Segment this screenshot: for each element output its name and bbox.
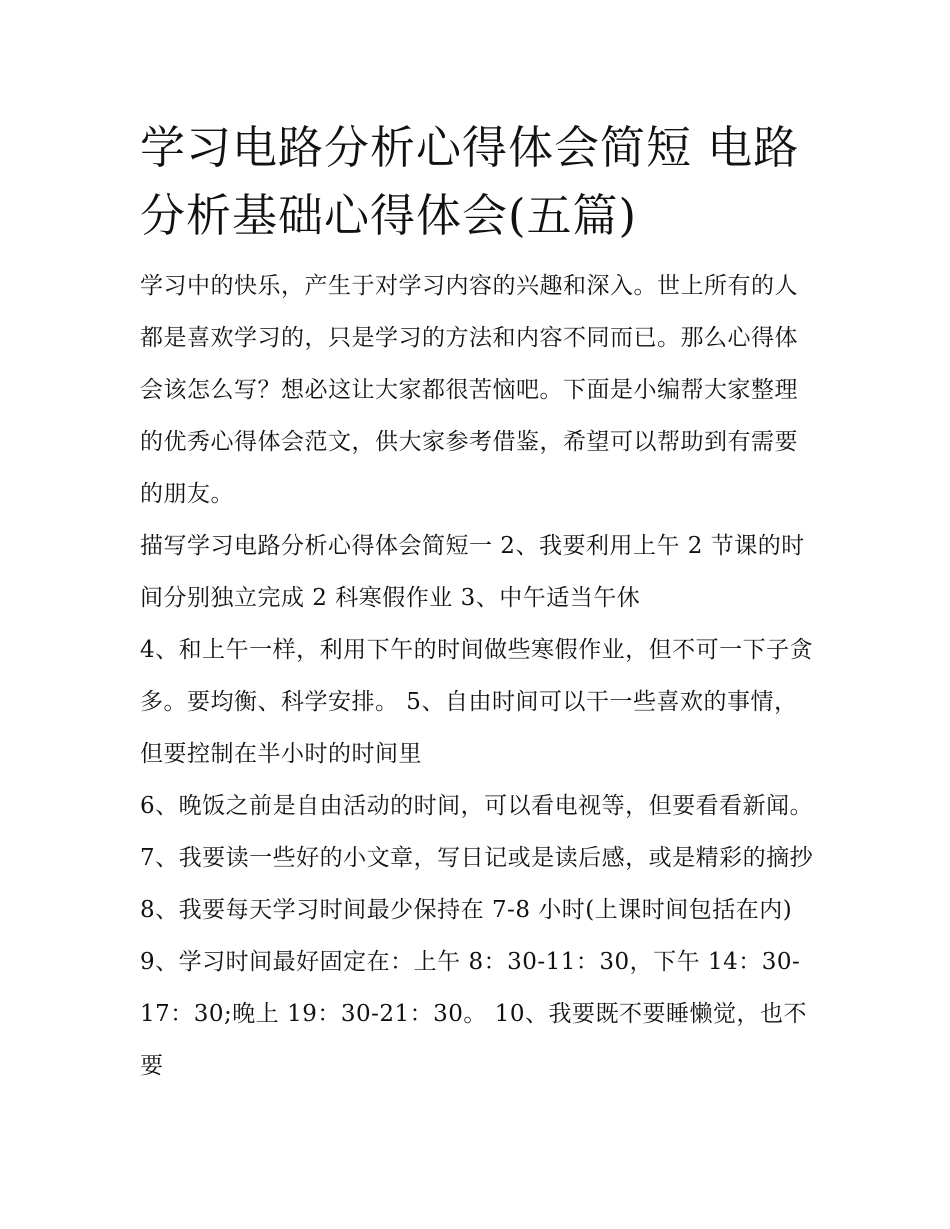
document-body: [140, 114, 820, 1092]
body-paragraph: 4、和上午一样，利用下午的时间做些寒假作业，但不可一下子贪多。要均衡、科学安排。 5、自由时间可以干一些喜欢的事情，但要控制在半小时的时间里: [140, 637, 814, 767]
intro-paragraph: 学习中的快乐，产生于对学习内容的兴趣和深入。世上所有的人都是喜欢学习的，只是学习的方法和内容不同而已。那么心得体会该怎么写？想必这让大家都很苦恼吧。下面是小编帮大家整理的优秀心得体会范文，供大家参考借鉴，希望可以帮助到有需要的朋友。: [140, 273, 798, 507]
body-paragraph: 9、学习时间最好固定在：上午 8：30-11：30，下午 14：30-17：30;晚上 19：30-21：30。 10、我要既不要睡懒觉，也不要: [140, 949, 808, 1079]
body-paragraph: 描写学习电路分析心得体会简短一 2、我要利用上午 2 节课的时间分别独立完成 2 科寒假作业 3、中午适当午休: [140, 533, 805, 611]
document-title: 学习电路分析心得体会简短 电路分析基础心得体会(五篇): [140, 121, 800, 242]
body-paragraph: 6、晚饭之前是自由活动的时间，可以看电视等，但要看看新闻。 7、我要读一些好的小文章，写日记或是读后感，或是精彩的摘抄: [140, 793, 814, 871]
body-paragraph: 8、我要每天学习时间最少保持在 7-8 小时(上课时间包括在内): [140, 897, 793, 923]
